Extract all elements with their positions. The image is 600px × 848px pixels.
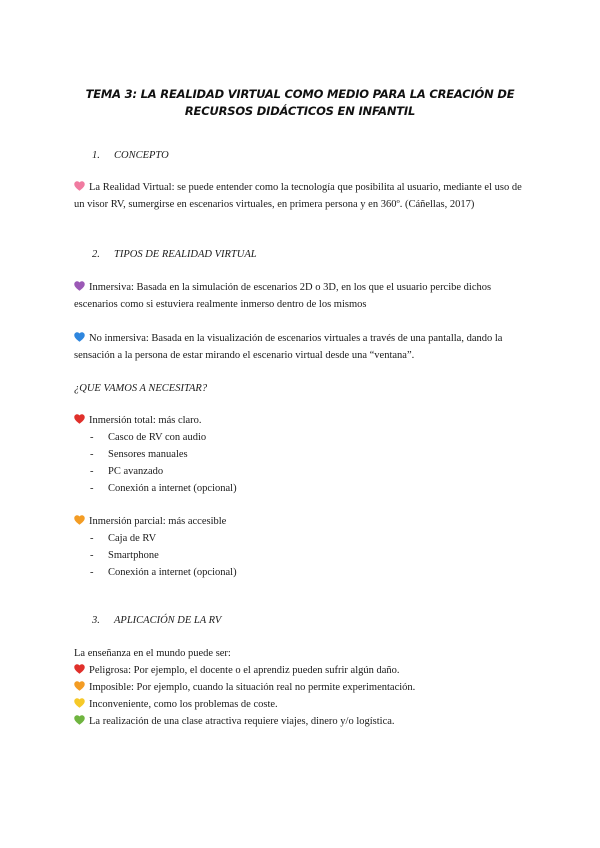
section-3-heading: 3. APLICACIÓN DE LA RV (92, 615, 222, 626)
list-item: - PC avanzado (90, 466, 164, 477)
title-line-1: TEMA 3: LA REALIDAD VIRTUAL COMO MEDIO PARA LA CREACIÓN DE (85, 87, 515, 101)
orange-heart-icon (74, 515, 85, 525)
orange-heart-icon (74, 681, 85, 691)
aplicacion-item-2: Imposible: Por ejemplo, cuando la situación real no permite experimentación. (74, 679, 415, 696)
blue-heart-icon (74, 332, 85, 342)
concept-paragraph-line-1: La Realidad Virtual: se puede entender como la tecnología que posibilita al usuario, mediante el uso de (74, 179, 522, 196)
title-line-2: RECURSOS DIDÁCTICOS EN INFANTIL (184, 104, 416, 118)
list-item: - Sensores manuales (90, 449, 188, 460)
inmersion-total-label: Inmersión total: más claro. (74, 412, 202, 429)
inmersiva-line-1: Inmersiva: Basada en la simulación de escenarios 2D o 3D, en los que el usuario percibe dichos (74, 279, 491, 296)
section-2-heading: 2. TIPOS DE REALIDAD VIRTUAL (92, 249, 257, 260)
document-title (60, 86, 540, 120)
green-heart-icon (74, 715, 85, 725)
red-heart-icon (74, 664, 85, 674)
inmersiva-line-2: escenarios como si estuviera realmente inmerso dentro de los mismos (74, 299, 367, 310)
pink-heart-icon (74, 181, 85, 191)
list-item: - Conexión a internet (opcional) (90, 483, 237, 494)
section-1-heading: 1. CONCEPTO (92, 150, 169, 161)
aplicacion-intro: La enseñanza en el mundo puede ser: (74, 648, 231, 659)
purple-heart-icon (74, 281, 85, 291)
aplicacion-item-1: Peligrosa: Por ejemplo, el docente o el aprendiz pueden sufrir algún daño. (74, 662, 400, 679)
inmersion-parcial-label: Inmersión parcial: más accesible (74, 513, 226, 530)
yellow-heart-icon (74, 698, 85, 708)
list-item: - Casco de RV con audio (90, 432, 207, 443)
concept-paragraph-line-2: un visor RV, sumergirse en escenarios virtuales, en primera persona y en 360º. (Cáñellas, 2017) (74, 199, 475, 210)
list-item: - Caja de RV (90, 533, 157, 544)
aplicacion-item-4: La realización de una clase atractiva requiere viajes, dinero y/o logística. (74, 713, 395, 730)
red-heart-icon (74, 414, 85, 424)
noinmersiva-line-2: sensación a la persona de estar mirando el escenario virtual desde una “ventana”. (74, 350, 415, 361)
noinmersiva-line-1: No inmersiva: Basada en la visualización de escenarios virtuales a través de una pantalla, dando la (74, 330, 502, 347)
list-item: - Conexión a internet (opcional) (90, 567, 237, 578)
necesitar-heading: ¿QUE VAMOS A NECESITAR? (74, 383, 208, 394)
aplicacion-item-3: Inconveniente, como los problemas de coste. (74, 696, 278, 713)
list-item: - Smartphone (90, 550, 159, 561)
